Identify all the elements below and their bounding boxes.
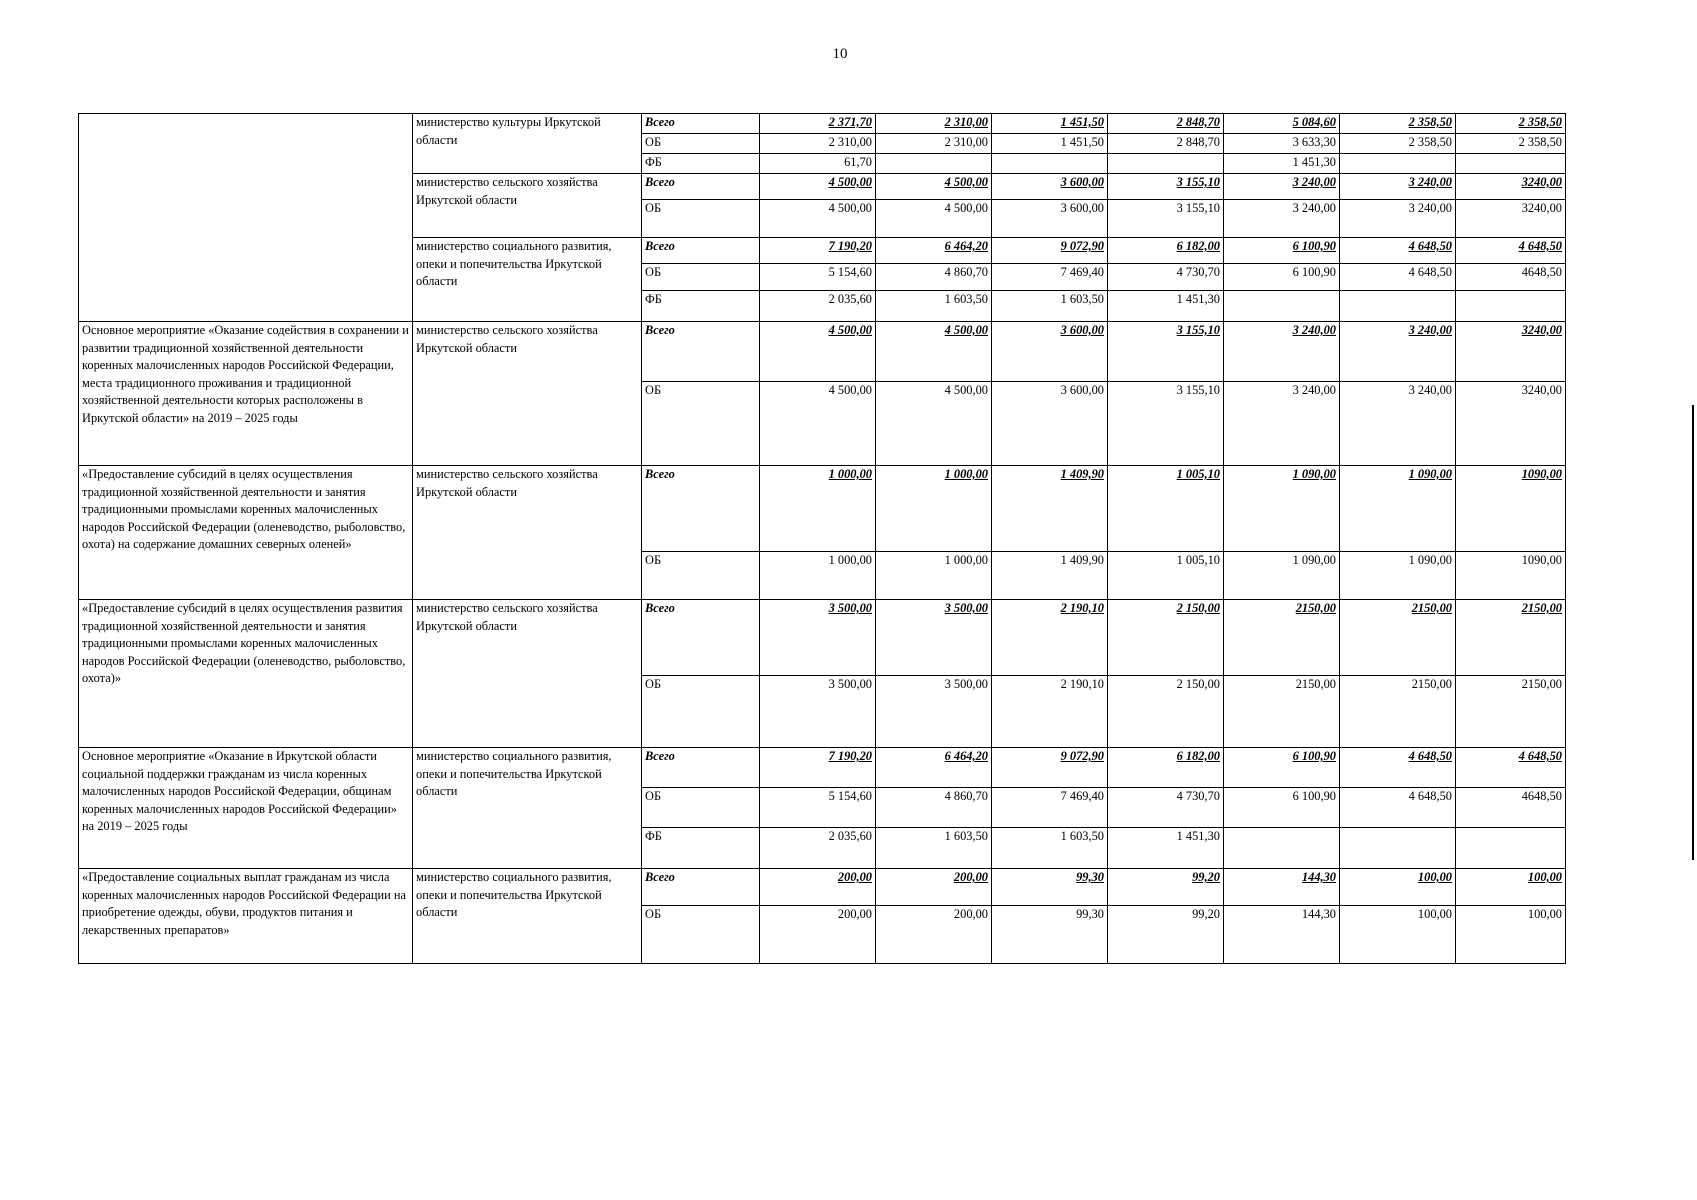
funding-source-cell: ОБ — [642, 200, 760, 238]
amount-cell: 1 603,50 — [992, 828, 1108, 869]
amount-cell: 2 310,00 — [876, 114, 992, 134]
amount-cell: 1090,00 — [1456, 552, 1566, 600]
funding-source-cell: ФБ — [642, 828, 760, 869]
funding-source-cell: Всего — [642, 174, 760, 200]
funding-source-cell: ОБ — [642, 134, 760, 154]
executor-cell: министерство сельского хозяйства Иркутской области — [413, 322, 642, 466]
amount-cell: 6 182,00 — [1108, 748, 1224, 788]
amount-cell: 1 000,00 — [876, 552, 992, 600]
amount-cell — [1224, 291, 1340, 322]
executor-cell: министерство сельского хозяйства Иркутской области — [413, 600, 642, 748]
amount-cell: 144,30 — [1224, 906, 1340, 964]
amount-cell: 1 451,50 — [992, 134, 1108, 154]
amount-cell: 200,00 — [876, 906, 992, 964]
amount-cell: 1 603,50 — [876, 291, 992, 322]
amount-cell: 7 190,20 — [760, 238, 876, 264]
amount-cell: 4 500,00 — [760, 174, 876, 200]
amount-cell: 3 633,30 — [1224, 134, 1340, 154]
event-cell: «Предоставление социальных выплат гражданам из числа коренных малочисленных народов Российской Федерации на приобретение одежды, обуви, продуктов питания и лекарственных препаратов» — [79, 869, 413, 964]
amount-cell: 1 451,50 — [992, 114, 1108, 134]
amount-cell: 3 500,00 — [876, 600, 992, 676]
table-row — [79, 114, 1566, 134]
amount-cell: 2150,00 — [1340, 676, 1456, 748]
amount-cell: 4 648,50 — [1340, 748, 1456, 788]
amount-cell: 61,70 — [760, 154, 876, 174]
amount-cell: 1 409,90 — [992, 552, 1108, 600]
amount-cell: 99,20 — [1108, 869, 1224, 906]
amount-cell: 2 150,00 — [1108, 600, 1224, 676]
amount-cell: 2 848,70 — [1108, 134, 1224, 154]
amount-cell: 4 730,70 — [1108, 264, 1224, 291]
funding-source-cell: Всего — [642, 114, 760, 134]
funding-source-cell: ОБ — [642, 676, 760, 748]
amount-cell — [1456, 291, 1566, 322]
amount-cell: 1 005,10 — [1108, 552, 1224, 600]
funding-source-cell: Всего — [642, 238, 760, 264]
amount-cell: 1 090,00 — [1340, 552, 1456, 600]
amount-cell: 4 500,00 — [876, 174, 992, 200]
amount-cell — [876, 154, 992, 174]
amount-cell: 2150,00 — [1224, 676, 1340, 748]
amount-cell: 3240,00 — [1456, 382, 1566, 466]
amount-cell: 2 150,00 — [1108, 676, 1224, 748]
amount-cell: 1 603,50 — [992, 291, 1108, 322]
amount-cell: 2 358,50 — [1456, 114, 1566, 134]
amount-cell: 7 190,20 — [760, 748, 876, 788]
amount-cell: 2150,00 — [1340, 600, 1456, 676]
amount-cell — [1456, 828, 1566, 869]
amount-cell: 4 860,70 — [876, 264, 992, 291]
amount-cell: 100,00 — [1340, 906, 1456, 964]
amount-cell: 4 500,00 — [876, 322, 992, 382]
funding-source-cell: Всего — [642, 748, 760, 788]
amount-cell: 3 240,00 — [1224, 322, 1340, 382]
funding-source-cell: ФБ — [642, 154, 760, 174]
amount-cell: 2 371,70 — [760, 114, 876, 134]
table-row — [79, 600, 1566, 676]
funding-source-cell: Всего — [642, 600, 760, 676]
amount-cell: 99,20 — [1108, 906, 1224, 964]
amount-cell: 2 310,00 — [760, 134, 876, 154]
amount-cell: 3 240,00 — [1224, 382, 1340, 466]
amount-cell: 4 648,50 — [1340, 264, 1456, 291]
amount-cell: 7 469,40 — [992, 264, 1108, 291]
amount-cell: 3240,00 — [1456, 200, 1566, 238]
amount-cell: 1 451,30 — [1108, 291, 1224, 322]
amount-cell: 200,00 — [760, 906, 876, 964]
executor-cell: министерство сельского хозяйства Иркутской области — [413, 174, 642, 238]
executor-cell: министерство социального развития, опеки и попечительства Иркутской области — [413, 748, 642, 869]
event-cell — [79, 114, 413, 322]
funding-source-cell: Всего — [642, 466, 760, 552]
amount-cell: 3 600,00 — [992, 382, 1108, 466]
table-row — [79, 869, 1566, 906]
funding-source-cell: ОБ — [642, 382, 760, 466]
amount-cell: 9 072,90 — [992, 238, 1108, 264]
amount-cell: 1 603,50 — [876, 828, 992, 869]
amount-cell: 99,30 — [992, 869, 1108, 906]
amount-cell: 4 500,00 — [876, 382, 992, 466]
event-cell: «Предоставление субсидий в целях осуществления традиционной хозяйственной деятельности и занятия традиционными промыслами коренных малочисленных народов Российской Федерации (оленеводство, рыболовство, охота) на содержание домашних северных оленей» — [79, 466, 413, 600]
amount-cell: 5 154,60 — [760, 264, 876, 291]
amount-cell: 6 100,90 — [1224, 264, 1340, 291]
event-cell: «Предоставление субсидий в целях осуществления развития традиционной хозяйственной деятельности и занятия традиционными промыслами коренных малочисленных народов Российской Федерации (оленеводство, рыболовство, охота)» — [79, 600, 413, 748]
amount-cell: 6 464,20 — [876, 748, 992, 788]
amount-cell: 1 090,00 — [1340, 466, 1456, 552]
amount-cell: 4 860,70 — [876, 788, 992, 828]
amount-cell: 3 600,00 — [992, 174, 1108, 200]
funding-table-body — [79, 114, 1566, 964]
amount-cell: 2 190,10 — [992, 600, 1108, 676]
amount-cell: 100,00 — [1456, 869, 1566, 906]
amount-cell: 3 240,00 — [1340, 322, 1456, 382]
amount-cell — [1340, 154, 1456, 174]
amount-cell: 1 451,30 — [1108, 828, 1224, 869]
amount-cell: 4 648,50 — [1456, 748, 1566, 788]
amount-cell: 1 005,10 — [1108, 466, 1224, 552]
amount-cell: 3 240,00 — [1340, 200, 1456, 238]
amount-cell: 100,00 — [1340, 869, 1456, 906]
amount-cell: 3 600,00 — [992, 200, 1108, 238]
amount-cell: 4 648,50 — [1456, 238, 1566, 264]
amount-cell: 1 000,00 — [876, 466, 992, 552]
amount-cell: 5 084,60 — [1224, 114, 1340, 134]
amount-cell: 4 730,70 — [1108, 788, 1224, 828]
amount-cell: 4648,50 — [1456, 788, 1566, 828]
amount-cell — [992, 154, 1108, 174]
amount-cell: 3 155,10 — [1108, 174, 1224, 200]
table-row — [79, 322, 1566, 382]
executor-cell: министерство культуры Иркутской области — [413, 114, 642, 174]
amount-cell: 1 409,90 — [992, 466, 1108, 552]
amount-cell: 1 090,00 — [1224, 466, 1340, 552]
amount-cell: 9 072,90 — [992, 748, 1108, 788]
amount-cell: 200,00 — [760, 869, 876, 906]
table-row — [79, 748, 1566, 788]
amount-cell: 3240,00 — [1456, 322, 1566, 382]
amount-cell: 3 155,10 — [1108, 322, 1224, 382]
executor-cell: министерство сельского хозяйства Иркутской области — [413, 466, 642, 600]
amount-cell: 3 155,10 — [1108, 200, 1224, 238]
amount-cell: 6 182,00 — [1108, 238, 1224, 264]
funding-source-cell: Всего — [642, 322, 760, 382]
amount-cell: 3 240,00 — [1340, 174, 1456, 200]
amount-cell: 1 451,30 — [1224, 154, 1340, 174]
amount-cell: 2 035,60 — [760, 291, 876, 322]
amount-cell: 5 154,60 — [760, 788, 876, 828]
page-number: 10 — [832, 46, 848, 62]
amount-cell: 1 090,00 — [1224, 552, 1340, 600]
amount-cell: 2 358,50 — [1340, 134, 1456, 154]
amount-cell: 6 100,90 — [1224, 748, 1340, 788]
table-row — [79, 466, 1566, 552]
amount-cell — [1340, 828, 1456, 869]
event-cell: Основное мероприятие «Оказание содействия в сохранении и развитии традиционной хозяйственной деятельности коренных малочисленных народов Российской Федерации, места традиционного проживания и традиционной хозяйственной деятельности которых расположены в Иркутской области» на 2019 – 2025 годы — [79, 322, 413, 466]
funding-source-cell: ОБ — [642, 264, 760, 291]
amount-cell: 144,30 — [1224, 869, 1340, 906]
amount-cell: 2 848,70 — [1108, 114, 1224, 134]
amount-cell — [1340, 291, 1456, 322]
amount-cell — [1456, 154, 1566, 174]
amount-cell: 3 240,00 — [1224, 200, 1340, 238]
funding-source-cell: ОБ — [642, 552, 760, 600]
amount-cell: 3 500,00 — [760, 600, 876, 676]
funding-source-cell: Всего — [642, 869, 760, 906]
amount-cell: 4 500,00 — [876, 200, 992, 238]
amount-cell: 100,00 — [1456, 906, 1566, 964]
amount-cell: 3 240,00 — [1224, 174, 1340, 200]
amount-cell: 4 648,50 — [1340, 238, 1456, 264]
amount-cell: 2 358,50 — [1456, 134, 1566, 154]
amount-cell: 4 500,00 — [760, 382, 876, 466]
amount-cell: 3 240,00 — [1340, 382, 1456, 466]
amount-cell: 4 500,00 — [760, 200, 876, 238]
amount-cell: 3 500,00 — [876, 676, 992, 748]
amount-cell: 4648,50 — [1456, 264, 1566, 291]
amount-cell: 2 190,10 — [992, 676, 1108, 748]
amount-cell: 4 500,00 — [760, 322, 876, 382]
amount-cell: 3 600,00 — [992, 322, 1108, 382]
amount-cell: 2 310,00 — [876, 134, 992, 154]
amount-cell: 2150,00 — [1224, 600, 1340, 676]
funding-source-cell: ФБ — [642, 291, 760, 322]
executor-cell: министерство социального развития, опеки и попечительства Иркутской области — [413, 238, 642, 322]
amount-cell: 2150,00 — [1456, 600, 1566, 676]
amount-cell: 3 155,10 — [1108, 382, 1224, 466]
amount-cell — [1224, 828, 1340, 869]
funding-source-cell: ОБ — [642, 906, 760, 964]
amount-cell: 4 648,50 — [1340, 788, 1456, 828]
amount-cell: 7 469,40 — [992, 788, 1108, 828]
amount-cell: 1 000,00 — [760, 552, 876, 600]
amount-cell: 1 000,00 — [760, 466, 876, 552]
amount-cell: 200,00 — [876, 869, 992, 906]
amount-cell: 6 100,90 — [1224, 238, 1340, 264]
amount-cell: 2 358,50 — [1340, 114, 1456, 134]
funding-source-cell: ОБ — [642, 788, 760, 828]
amount-cell: 6 464,20 — [876, 238, 992, 264]
amount-cell: 3240,00 — [1456, 174, 1566, 200]
scan-edge-mark — [1692, 405, 1694, 860]
amount-cell: 2150,00 — [1456, 676, 1566, 748]
amount-cell: 1090,00 — [1456, 466, 1566, 552]
amount-cell — [1108, 154, 1224, 174]
amount-cell: 99,30 — [992, 906, 1108, 964]
event-cell: Основное мероприятие «Оказание в Иркутской области социальной поддержки гражданам из числа коренных малочисленных народов Российской Федерации, общинам коренных малочисленных народов Российской Федерации» на 2019 – 2025 годы — [79, 748, 413, 869]
amount-cell: 6 100,90 — [1224, 788, 1340, 828]
funding-table — [78, 113, 1566, 964]
amount-cell: 2 035,60 — [760, 828, 876, 869]
amount-cell: 3 500,00 — [760, 676, 876, 748]
executor-cell: министерство социального развития, опеки и попечительства Иркутской области — [413, 869, 642, 964]
